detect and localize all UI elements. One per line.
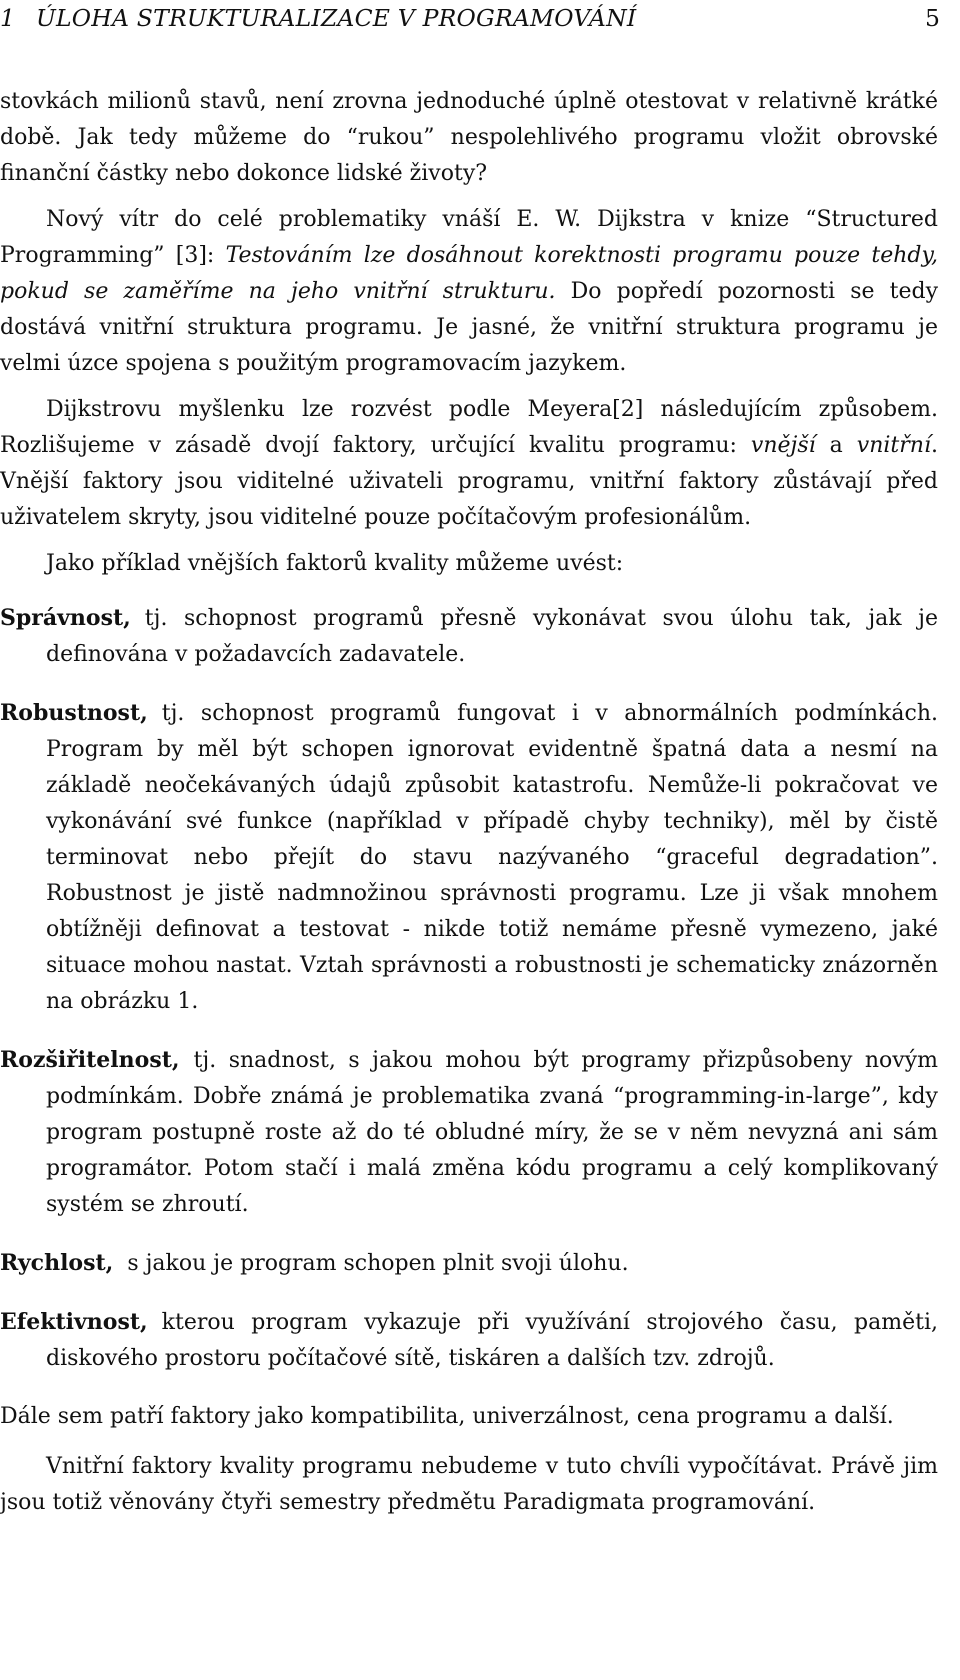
term-internal: vnitřní <box>856 433 931 458</box>
definition-correctness <box>0 600 938 673</box>
page-number: 5 <box>925 4 940 32</box>
definition-extensibility <box>0 1042 938 1223</box>
definition-efficiency <box>0 1304 938 1377</box>
definition-robustness <box>0 695 938 1020</box>
paragraph-continuation: stovkách milionů stavů, není zrovna jednoduché úplně otestovat v relativně krátké době. Jak tedy můžeme do “rukou” nespolehlivého programu vložit obrovské finanční částky nebo dokonce lidské životy? <box>0 89 938 186</box>
running-header <box>0 0 940 44</box>
paragraph-meyer-start: Dijkstrovu myšlenku lze rozvést podle Meyera[2] následujícím způsobem. Rozlišujeme v zásadě dvojí faktory, určující kvalitu programu: <box>0 397 938 458</box>
paragraph-meyer-mid: a <box>815 433 857 458</box>
description-speed: s jakou je program schopen plnit svoji úlohu. <box>127 1251 629 1276</box>
paragraph-meyer <box>0 392 938 536</box>
term-external: vnější <box>750 433 816 458</box>
paragraph-meyer-end: . Vnější faktory jsou viditelné uživateli programu, vnitřní faktory zůstávají před uživatelem skryty, jsou viditelné pouze počítačovým profesionálům. <box>0 433 938 530</box>
quality-factors-list <box>0 600 938 1377</box>
term-correctness: Správnost, <box>0 605 131 631</box>
definition-speed <box>0 1245 938 1282</box>
term-robustness: Robustnost, <box>0 700 148 726</box>
description-robustness: tj. schopnost programů fungovat i v abnormálních podmínkách. Program by měl být schopen ignorovat evidentně špatná data a nesmí na základě neočekávaných údajů způsobit katastrofu. Nemůže-li pokračovat ve vykonávání své funkce (například v případě chyby techniky), měl by čistě terminovat nebo přejít do stavu nazývaného “graceful degradation”. Robustnost je jistě nadmnožinou správnosti programu. Lze ji však mnohem obtížněji definovat a testovat - nikde totiž nemáme přesně vymezeno, jaké situace mohou nastat. Vztah správnosti a robustnosti je schematicky znázorněn na obrázku 1. <box>46 701 938 1014</box>
paragraph-dijkstra-end: Do popředí pozornosti se tedy dostává vnitřní struktura programu. Je jasné, že vnitřní struktura programu je velmi úzce spojena s použitým programovacím jazykem. <box>0 279 938 376</box>
description-efficiency: kterou program vykazuje při využívání strojového času, paměti, diskového prostoru počítačové sítě, tiskáren a dalších tzv. zdrojů. <box>46 1310 938 1371</box>
term-speed: Rychlost, <box>0 1250 114 1276</box>
term-extensibility: Rozšiřitelnost, <box>0 1047 180 1073</box>
chapter-title: ÚLOHA STRUKTURALIZACE V PROGRAMOVÁNÍ <box>36 4 637 32</box>
paragraph-dijkstra <box>0 202 938 382</box>
dijkstra-quote: Testováním lze dosáhnout korektnosti programu pouze tehdy, pokud se zaměříme na jeho vnitřní strukturu. <box>0 243 938 304</box>
page-body <box>0 84 938 1521</box>
description-correctness: tj. schopnost programů přesně vykonávat svou úlohu tak, jak je definována v požadavcích zadavatele. <box>46 606 938 667</box>
paragraph-dijkstra-start: Nový vítr do celé problematiky vnáší E. W. Dijkstra v knize “Structured Programming” [3]: <box>0 207 938 268</box>
chapter-number: 1 <box>0 4 15 32</box>
term-efficiency: Efektivnost, <box>0 1309 148 1335</box>
description-extensibility: tj. snadnost, s jakou mohou být programy přizpůsobeny novým podmínkám. Dobře známá je problematika zvaná “programming-in-large”, kdy program postupně roste až do té obludné míry, že se v něm nevyzná ani sám programátor. Potom stačí i malá změna kódu programu a celý komplikovaný systém se zhroutí. <box>46 1048 938 1217</box>
paragraph-examples-intro: Jako příklad vnějších faktorů kvality můžeme uvést: <box>46 551 624 576</box>
paragraph-other-factors: Dále sem patří faktory jako kompatibilita, univerzálnost, cena programu a další. <box>0 1404 894 1429</box>
paragraph-internal-factors: Vnitřní faktory kvality programu nebudeme v tuto chvíli vypočítávat. Právě jim jsou totiž věnovány čtyři semestry předmětu Paradigmata programování. <box>0 1454 938 1515</box>
